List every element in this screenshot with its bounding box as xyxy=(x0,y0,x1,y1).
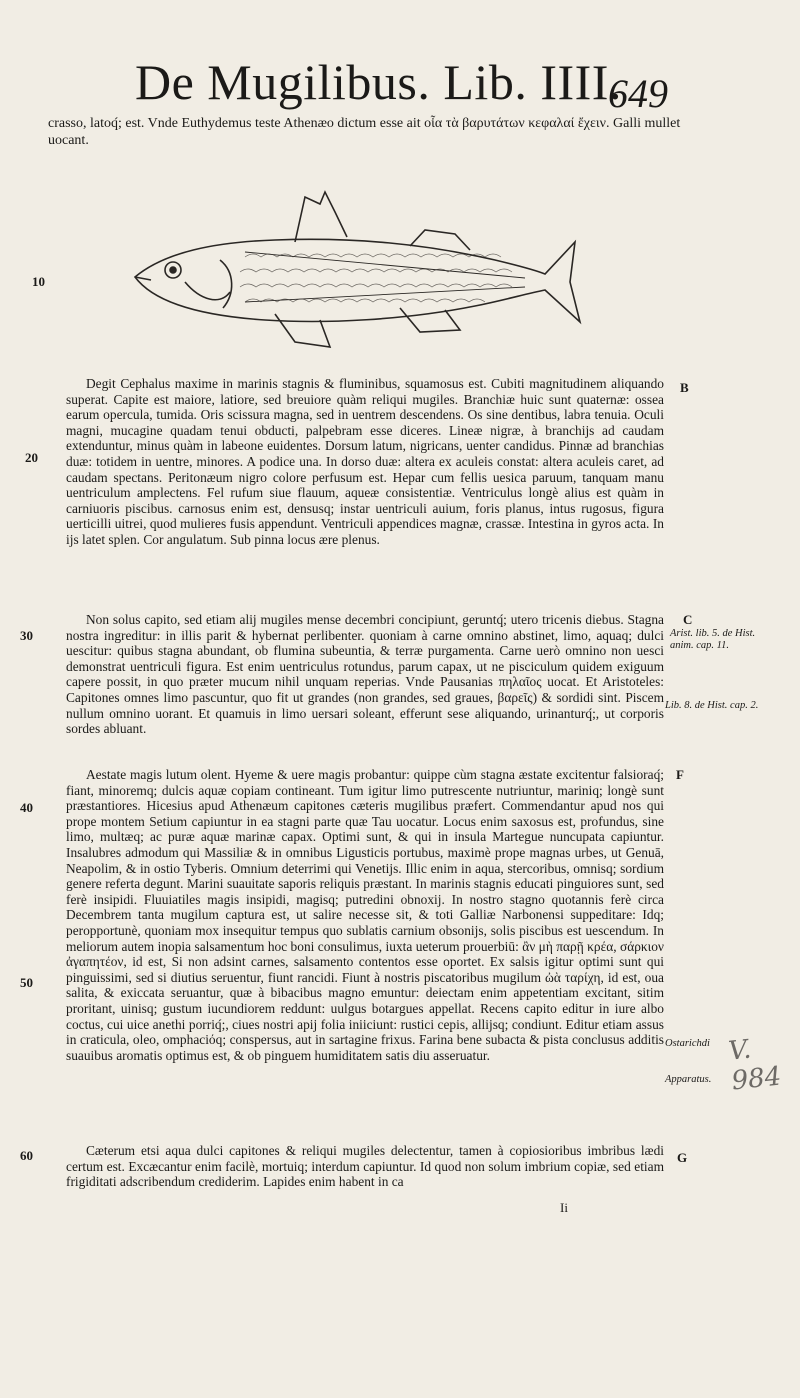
running-title: De Mugilibus. Lib. IIII. xyxy=(135,54,622,110)
page-header xyxy=(0,52,800,122)
line-number-60: 60 xyxy=(20,1148,33,1163)
line-number-30: 30 xyxy=(20,628,33,643)
line-number-40: 40 xyxy=(20,800,33,815)
line-number-50: 50 xyxy=(20,975,33,990)
section-letter-c: C xyxy=(683,612,693,627)
paragraph-description: Degit Cephalus maxime in marinis stagnis & fluminibus, squamosus est. Cubiti magnitudinem aliquando superat. Capite est maiore, latiore, sed breuiore quàm reliqui mugiles. Branchiæ huic sunt quaternæ: ossea earum opercula, tumida. Oris scissura magna, sed in uentrem descendens. Os sine dentibus, labra tenuia. Oculi magni, mucagine quadam tenui obducti, palpebram esse diceres. Lineæ nigræ, à branchijs ad caudam extenduntur, minus quàm in labeone euidentes. Dorsum latum, nigricans, uenter candidus. Pinnæ ad branchias duæ: totidem in uentre, minores. A podice una. In dorso duæ: altera ex aculeis constat: altera aculeis caret, ad caudam spectans. Peritonæum nigro colore perfusum est. Hepar cum fellis uesica paruum, tanquam manu uentriculum amplectens. Fel rufum siue flauum, aqueæ consistentiæ. Ventriculus longè alius est quàm in carniuoris piscibus. carnosus enim est, densusq; instar uentriculi auium, foris planus, intus rugosus, figura uerticilli uitrei, quod mulieres fusis appendunt. Ventriculi appendices magnæ, crassæ. Intestina in gyros acta. In ijs latet splen. Cor angulatum. Sub pinna locus ære plenus. xyxy=(66,376,664,547)
section-letter-g: G xyxy=(677,1150,688,1165)
paragraph-seasons: Aestate magis lutum olent. Hyeme & uere magis probantur: quippe cùm stagna æstate excitentur falsioraq́; fiant, minoremq; dulcis aquæ copiam contineant. Tum igitur limo putrescente nutriuntur, mariniq; longè sunt præstantiores. Hicesius apud Athenæum capitones cæteris mugilibus præfert. Commendantur apud nos qui prope montem Setium capiuntur in ea stagni parte quæ Tau uocatur. Locus enim saxosus est, profundus, sine limo, multæq; ac puræ aquæ marinæ capax. Optimi sunt, & qui in insula Martegue nuncupata capiuntur. Insalubres admodum qui Massiliæ & in omnibus Ligusticis portubus, maximè prope magnas urbes, ut Genuā, Neapolim, & in ostio Tyberis. Omnium deterrimi qui Venetijs. Illic enim in aqua, stercoribus, omnisq; sordium genere referta degunt. Marini suauitate saporis reliquis præstant. In marinis stagnis educati pinguiores sunt, sed ferè insipidi. Fluuiatiles magis insipidi, magisq; putredini obnoxij. In nostro stagno quotannis ferè circa Decembrem tanta mugilum captura est, ut salire necesse sit, & toti Galliæ Narbonensi suppeditare: Idq; peropportunè, quoniam mox insequitur tempus quo sublatis carnium obsonijs, solis piscibus est uescendum. In meliorum autem inopia salsamentum hoc boni consulimus, iuxta ueterum prouerbiū: ἂν μὴ παρῇ κρέα, σάρκιον ἀγαπητέον, id est, Si non adsint carnes, salsamento contentos esse oportet. Ex salsis igitur optimi sunt qui pinguissimi, sed si diutius seruentur, fiunt rancidi. Fiunt à nostris piscatoribus mugilum ὠὰ ταρίχη, id est, oua salita, & exiccata seruantur, quæ à bibacibus magno emuntur: deiectam enim appetentiam excitant, sitim proritant, uinisq; gustum iucundiorem reddunt: uulgus botargues appellat. Recens capito editur in iure albo coctus, cui uice anethi porriq́;, ciues nostri apij folia iniiciunt: rustici cepis, allijsq; condiunt. Editur etiam assus in craticula, oleo, omphaciόq; conspersus, aut in sartagine frixus. Farina bene subacta & pista conclusus additis suauibus aromatis optimus est, & ob pinguem humiditatem satis diu asseruatur. xyxy=(66,767,664,1063)
signature-mark: Ii xyxy=(560,1200,568,1215)
section-letter-b: B xyxy=(680,380,689,395)
marginal-note-aristotle: Arist. lib. 5. de Hist. anim. cap. 11. xyxy=(670,628,756,651)
handwritten-annotation: V. 984 xyxy=(727,1034,783,1097)
marginal-note-ostarichdi: Ostarichdi xyxy=(665,1038,710,1049)
marginal-note-lib8: Lib. 8. de Hist. cap. 2. xyxy=(665,700,759,711)
fish-woodcut-illustration xyxy=(125,182,585,357)
paragraph-rain: Cæterum etsi aqua dulci capitones & reliqui mugiles delectentur, tamen à copiosioribus imbribus lædi certum est. Excæcantur enim facilè, mortuiq; interdum capiuntur. Id quod non solum imbrium copiæ, sed etiam frigiditati adscribendum crediderim. Lapides enim habent in ca xyxy=(66,1143,664,1190)
marginal-note-apparatus: Apparatus. xyxy=(665,1074,712,1085)
line-number-10: 10 xyxy=(32,274,45,289)
section-letter-f: F xyxy=(676,767,684,782)
paragraph-habits: Non solus capito, sed etiam alij mugiles mense decembri concipiunt, geruntq́; utero tricenis diebus. Stagna nostra ingreditur: in illis parit & hybernat perlibenter. quoniam à carne omnino abstinet, limo, aquaq; dulci uescitur: quibus stagna abundant, ob flumina subeuntia, & terræ purgamenta. Carne uerò omnino non uesci demonstrat uentriculi figura. Est enim uentriculus rotundus, parum capax, ut ne pisciculum quidem exiguum capere possit, in quo præter mucum nihil unquam reperias. Vnde Pausanias πηλαῖος uocat. Et Aristoteles: Capitones omnes limo pascuntur, quo fit ut grandes (non grandes, sed graues, βαρεῖς) & sordidi sint. Piscem nullum omnino uorant. Et quamuis in limo uersari soleant, efferunt sese aliquando, urinanturq́;, ut corporis sordes abluant. xyxy=(66,612,664,737)
line-number-20: 20 xyxy=(25,450,38,465)
intro-text: crasso, latoq́; est. Vnde Euthydemus teste Athenæo dictum esse ait οἷα τὰ βαρυτάτων κεφαλαί ἔχειν. Galli mullet uocant. xyxy=(48,116,681,148)
page-number: 649 xyxy=(608,71,668,116)
